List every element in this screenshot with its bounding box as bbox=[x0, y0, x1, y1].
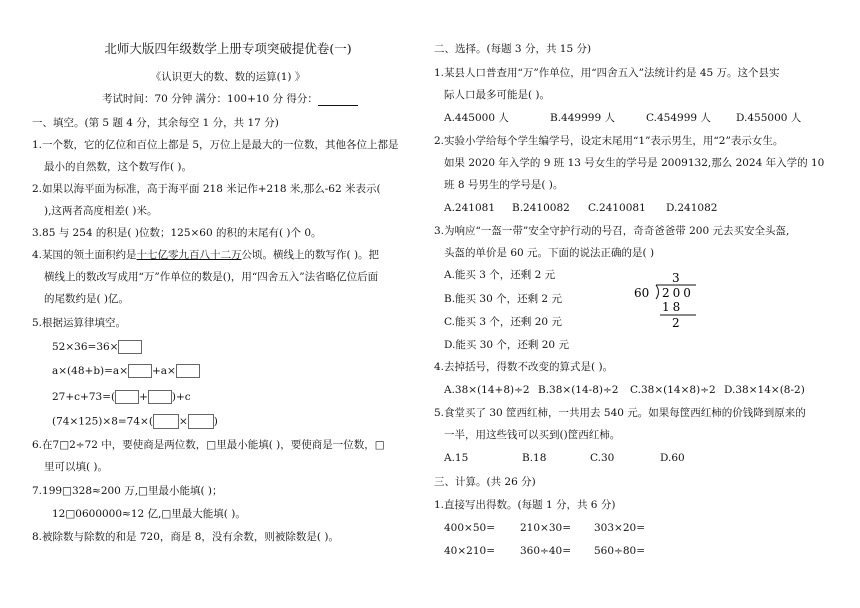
q5-item1 bbox=[52, 340, 142, 354]
section1-heading: 一、填空。(第 5 题 4 分，其余每空 1 分，共 17 分) bbox=[32, 117, 279, 129]
s2-q4-option-a[interactable]: A.38×(14+8)÷2 bbox=[444, 384, 530, 396]
division-divisor: 60 bbox=[634, 286, 650, 300]
s2-q3-option-c[interactable]: C.能买 3 个，还剩 20 元 bbox=[444, 316, 562, 328]
q4-line3: 的尾数约是( )亿。 bbox=[44, 293, 130, 305]
s2-q3-option-b[interactable]: B.能买 30 个，还剩 2 元 bbox=[444, 293, 562, 305]
s2-q2-line2: 如果 2020 年入学的 9 班 13 号女生的学号是 2009132,那么 2024 年入学的 10 bbox=[444, 157, 825, 169]
q5-item4 bbox=[52, 414, 218, 429]
exam-info bbox=[102, 92, 358, 106]
q6-line2: 里可以填( )。 bbox=[44, 461, 109, 473]
answer-box[interactable] bbox=[188, 414, 214, 429]
calc-item: 40×210= bbox=[444, 545, 495, 557]
score-blank[interactable] bbox=[318, 94, 358, 106]
long-division-figure bbox=[630, 270, 720, 332]
s2-q3-option-d[interactable]: D.能买 30 个，还剩 20 元 bbox=[444, 339, 569, 351]
q4-line1 bbox=[32, 248, 379, 262]
answer-box[interactable] bbox=[176, 364, 200, 378]
q4-underlined-number: 十七亿零九百八十二万 bbox=[136, 249, 242, 261]
s2-q5-option-c[interactable]: C.30 bbox=[590, 452, 615, 464]
q3-line: 3.85 与 254 的积是( )位数；125×60 的积的末尾有( )个 0。 bbox=[32, 227, 322, 239]
s2-q4-option-c[interactable]: C.38×(14×8)÷2 bbox=[630, 384, 716, 396]
s2-q2-option-d[interactable]: D.241082 bbox=[666, 202, 718, 214]
s2-q3-line2: 头盔的单价是 60 元。下面的说法正确的是( ) bbox=[444, 247, 655, 259]
section2-heading: 二、选择。(每题 3 分，共 15 分) bbox=[434, 43, 592, 55]
q6-line1: 6.在7□2÷72 中，要使商是两位数，□里最小能填( )，要使商是一位数，□ bbox=[32, 439, 385, 451]
q5-item3 bbox=[52, 390, 191, 404]
s2-q4-option-d[interactable]: D.38×14×(8-2) bbox=[724, 384, 805, 396]
s2-q2-option-c[interactable]: C.2410081 bbox=[588, 202, 646, 214]
exam-info-text: 考试时间：70 分钟 满分：100+10 分 得分： bbox=[102, 93, 318, 105]
s2-q3-line1: 3.为响应“一盔一带”安全守护行动的号召，奇奇爸爸带 200 元去买安全头盔, bbox=[434, 225, 790, 237]
q1-line2: 最小的自然数，这个数写作( )。 bbox=[44, 161, 193, 173]
s2-q2-line1: 2.实验小学给每个学生编学号，设定末尾用“1”表示男生，用“2”表示女生。 bbox=[434, 135, 784, 147]
s2-q1-line1: 1.某县人口普查用“万”作单位，用“四舍五入”法统计约是 45 万。这个县实 bbox=[434, 67, 780, 79]
s2-q1-line2: 际人口最多可能是( )。 bbox=[444, 89, 551, 101]
q5-heading: 5.根据运算律填空。 bbox=[32, 317, 127, 329]
q1-line1: 1.一个数，它的亿位和百位上都是 5，万位上是最大的一位数，其他各位上都是 bbox=[32, 139, 399, 151]
q4-pre: 4.某国的领土面积约是 bbox=[32, 249, 137, 261]
calc-item: 210×30= bbox=[520, 522, 571, 534]
s2-q3-option-a[interactable]: A.能买 3 个，还剩 2 元 bbox=[444, 269, 556, 281]
answer-box[interactable] bbox=[115, 390, 139, 404]
s2-q1-option-b[interactable]: B.449999 人 bbox=[550, 112, 615, 124]
q7-line2: 12□0600000≈12 亿,□里最大能填( )。 bbox=[52, 508, 246, 520]
calc-item: 303×20= bbox=[594, 522, 645, 534]
q7-line1: 7.199□328≈200 万,□里最小能填( )； bbox=[32, 485, 223, 497]
q5-item2-text-b: +a× bbox=[152, 365, 176, 377]
s2-q5-option-b[interactable]: B.18 bbox=[522, 452, 547, 464]
division-quotient: 3 bbox=[672, 271, 680, 285]
division-product: 18 bbox=[662, 300, 684, 314]
answer-box[interactable] bbox=[128, 364, 152, 378]
division-bracket bbox=[656, 285, 659, 299]
s2-q4-line: 4.去掉括号，得数不改变的算式是( )。 bbox=[434, 361, 614, 373]
q2-line1: 2.如果以海平面为标准，高于海平面 218 米记作+218 米,那么-62 米表示( bbox=[32, 183, 381, 195]
s2-q4-option-b[interactable]: B.38×(14-8)÷2 bbox=[538, 384, 619, 396]
q4-post: 公顷。横线上的数写作( )。把 bbox=[241, 249, 380, 261]
section3-heading: 三、计算。(共 26 分) bbox=[434, 476, 536, 488]
q5-item3-text-b: + bbox=[139, 391, 148, 403]
q2-line2: ),这两者高度相差( )米。 bbox=[44, 205, 158, 217]
s3-q1-line: 1.直接写出得数。(每题 1 分，共 6 分) bbox=[434, 499, 616, 511]
q5-item3-text-a: 27+c+73=( bbox=[52, 391, 116, 403]
q5-item4-text-c: ) bbox=[213, 415, 218, 428]
q5-item3-text-c: )+c bbox=[171, 391, 191, 403]
q5-item2-text-a: a×(48+b)=a× bbox=[52, 365, 128, 377]
calc-item: 360÷40= bbox=[520, 545, 571, 557]
s2-q5-line1: 5.食堂买了 30 筐西红柿，一共用去 540 元。如果每筐西红柿的价钱降到原来的 bbox=[434, 407, 806, 419]
s2-q2-line3: 班 8 号男生的学号是( )。 bbox=[444, 179, 564, 191]
page-subtitle: 《认识更大的数、数的运算(1) 》 bbox=[150, 71, 306, 83]
division-dividend: 200 bbox=[662, 286, 694, 300]
s2-q5-option-a[interactable]: A.15 bbox=[444, 452, 469, 464]
s2-q1-option-c[interactable]: C.454999 人 bbox=[646, 112, 711, 124]
s2-q2-option-b[interactable]: B.2410082 bbox=[512, 202, 570, 214]
answer-box[interactable] bbox=[153, 414, 179, 429]
s2-q2-option-a[interactable]: A.241081 bbox=[444, 202, 496, 214]
q4-line2: 横线上的数改写成用“万”作单位的数是()，用“四舍五入”法省略亿位后面 bbox=[44, 271, 379, 283]
s2-q1-option-a[interactable]: A.445000 人 bbox=[444, 112, 509, 124]
answer-box[interactable] bbox=[148, 390, 172, 404]
q5-item2 bbox=[52, 364, 200, 378]
q5-item1-text: 52×36=36× bbox=[52, 341, 119, 353]
q5-item4-text-a: (74×125)×8=74×( bbox=[52, 415, 153, 428]
calc-item: 400×50= bbox=[444, 522, 495, 534]
s2-q1-option-d[interactable]: D.455000 人 bbox=[736, 112, 802, 124]
s2-q5-line2: 一半，用这些钱可以买到()筐西红柿。 bbox=[444, 429, 621, 441]
s2-q5-option-d[interactable]: D.60 bbox=[660, 452, 685, 464]
q8-line: 8.被除数与除数的和是 720，商是 8，没有余数，则被除数是( )。 bbox=[32, 531, 339, 543]
q5-item4-text-b: × bbox=[178, 415, 188, 428]
calc-item: 560÷80= bbox=[594, 545, 645, 557]
answer-box[interactable] bbox=[118, 340, 142, 354]
page-title: 北师大版四年级数学上册专项突破提优卷(一) bbox=[104, 41, 352, 56]
division-remainder: 2 bbox=[672, 316, 680, 330]
